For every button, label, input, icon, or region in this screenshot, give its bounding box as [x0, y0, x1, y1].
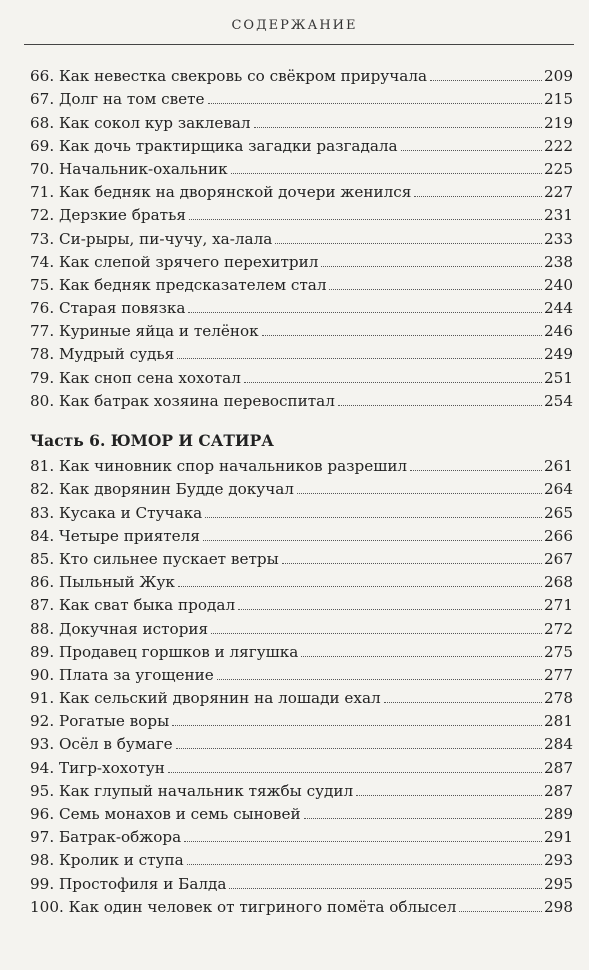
toc-entry-page: 281	[544, 712, 573, 731]
dot-leader	[187, 863, 542, 865]
toc-entry-title: 83. Кусака и Стучака	[30, 503, 203, 522]
toc-entry-page: 277	[544, 665, 573, 684]
dot-leader	[275, 242, 542, 244]
toc-entry	[30, 226, 573, 249]
toc-entry-title: 79. Как сноп сена хохотал	[30, 368, 241, 387]
toc-entry	[30, 732, 573, 755]
toc-entry-title: 66. Как невестка свекровь со свёкром приручала	[30, 67, 428, 86]
dot-leader	[229, 887, 542, 889]
toc-entry-title: 72. Дерзкие братья	[30, 206, 186, 225]
toc-entry-page: 254	[544, 391, 573, 410]
toc-entry-page: 227	[544, 183, 573, 202]
toc-entry-title: 74. Как слепой зрячего перехитрил	[30, 252, 319, 271]
toc-entry	[30, 871, 573, 894]
toc-entry-page: 289	[544, 805, 573, 823]
dot-leader	[254, 126, 542, 128]
dot-leader	[176, 747, 542, 749]
dot-leader	[459, 910, 542, 912]
dot-leader	[304, 817, 542, 819]
dot-leader	[401, 149, 542, 151]
toc-entry-title: 78. Мудрый судья	[30, 345, 175, 364]
toc-entry-page: 265	[544, 503, 573, 522]
toc-entry-title: 67. Долг на том свете	[30, 90, 205, 109]
toc-entry-page: 261	[544, 457, 573, 476]
dot-leader	[384, 701, 542, 703]
toc-entry-title: 75. Как бедняк предсказателем стал	[30, 275, 327, 294]
toc-entry-page: 249	[544, 345, 573, 364]
toc-entry-page: 293	[544, 851, 573, 870]
toc-entry	[30, 454, 573, 477]
dot-leader	[211, 632, 542, 634]
header-rule	[24, 44, 574, 45]
page-header: СОДЕРЖАНИЕ	[231, 18, 358, 33]
toc-entry	[30, 180, 573, 203]
toc-entry	[30, 389, 573, 412]
dot-leader	[282, 562, 542, 564]
toc-entry-title: 77. Куриные яйца и телёнок	[30, 322, 259, 341]
toc-entry	[30, 273, 573, 296]
toc-entry-page: 246	[544, 322, 573, 341]
toc-entry-page: 266	[544, 526, 573, 545]
toc-list-bottom	[30, 454, 573, 918]
toc-entry-title: 89. Продавец горшков и лягушка	[30, 642, 299, 661]
toc-entry	[30, 342, 573, 365]
toc-entry-title: 80. Как батрак хозяина перевоспитал	[30, 391, 335, 410]
toc-entry	[30, 825, 573, 848]
toc-entry	[30, 593, 573, 616]
toc-entry-title: 100. Как один человек от тигриного помёта облысел	[30, 897, 457, 916]
toc-entry	[30, 110, 573, 133]
toc-entry-page: 268	[544, 573, 573, 592]
toc-entry-page: 271	[544, 596, 573, 615]
toc-entry	[30, 365, 573, 388]
dot-leader	[177, 357, 542, 359]
toc-entry-page: 231	[544, 206, 573, 225]
toc-entry-page: 287	[544, 781, 573, 800]
toc-entry-title: 76. Старая повязка	[30, 299, 186, 318]
dot-leader	[188, 311, 542, 313]
toc-entry-page: 267	[544, 549, 573, 568]
toc-entry-title: 88. Докучная история	[30, 619, 209, 638]
toc-entry	[30, 616, 573, 639]
toc-entry	[30, 203, 573, 226]
toc-entry-title: 68. Как сокол кур заклевал	[30, 113, 251, 132]
toc-entry-page: 291	[544, 828, 573, 847]
toc-entry-title: 87. Как сват быка продал	[30, 596, 236, 615]
dot-leader	[329, 288, 542, 290]
dot-leader	[208, 102, 542, 104]
toc-entry-title: 71. Как бедняк на дворянской дочери женился	[30, 183, 412, 202]
dot-leader	[321, 265, 542, 267]
dot-leader	[262, 334, 542, 336]
toc-entry	[30, 134, 573, 157]
dot-leader	[338, 404, 542, 406]
toc-entry	[30, 250, 573, 273]
toc-entry-page: 295	[544, 874, 573, 893]
toc-entry-title: 94. Тигр-хохотун	[30, 758, 165, 777]
toc-entry	[30, 524, 573, 547]
toc-section	[30, 428, 573, 454]
toc-entry-title: 84. Четыре приятеля	[30, 526, 200, 545]
toc-entry	[30, 895, 573, 918]
toc-entry-title: 92. Рогатые воры	[30, 712, 170, 731]
dot-leader	[231, 172, 542, 174]
dot-leader	[178, 585, 542, 587]
toc-entry-page: 222	[544, 136, 573, 155]
toc-entry-page: 264	[544, 480, 573, 499]
toc-entry-title: 91. Как сельский дворянин на лошади ехал	[30, 689, 381, 708]
section-heading: Часть 6. ЮМОР И САТИРА	[30, 431, 274, 450]
toc-entry-page: 251	[544, 368, 573, 387]
toc-entry-title: 73. Си-рыры, пи-чучу, ха-лала	[30, 229, 273, 248]
toc-entry-title: 82. Как дворянин Будде докучал	[30, 480, 294, 499]
toc-entry-title: 86. Пыльный Жук	[30, 573, 175, 592]
toc-entry	[30, 709, 573, 732]
dot-leader	[217, 678, 542, 680]
toc-entry	[30, 87, 573, 110]
toc-entry	[30, 802, 573, 825]
toc-entry-page: 298	[544, 897, 573, 916]
toc-entry-title: 70. Начальник-охальник	[30, 159, 228, 178]
toc-entry	[30, 779, 573, 802]
dot-leader	[430, 79, 542, 81]
dot-leader	[184, 840, 542, 842]
toc-entry	[30, 547, 573, 570]
toc-entry-page: 284	[544, 735, 573, 754]
toc-entry-page: 275	[544, 642, 573, 661]
toc-entry	[30, 848, 573, 871]
toc-entry	[30, 640, 573, 663]
toc-entry	[30, 570, 573, 593]
dot-leader	[205, 516, 542, 518]
toc-entry-title: 69. Как дочь трактирщика загадки разгадала	[30, 136, 398, 155]
toc-entry-title: 81. Как чиновник спор начальников разрешил	[30, 457, 408, 476]
toc-entry	[30, 500, 573, 523]
toc-entry-title: 96. Семь монахов и семь сыновей	[30, 805, 301, 823]
toc-entry-title: 90. Плата за угощение	[30, 665, 214, 684]
toc-entry-page: 219	[544, 113, 573, 132]
toc-entry-page: 238	[544, 252, 573, 271]
dot-leader	[238, 608, 542, 610]
toc-entry	[30, 755, 573, 778]
dot-leader	[356, 794, 542, 796]
dot-leader	[244, 381, 542, 383]
dot-leader	[297, 492, 542, 494]
toc-list-top	[30, 64, 573, 412]
toc-entry	[30, 157, 573, 180]
toc-entry	[30, 477, 573, 500]
toc-entry	[30, 319, 573, 342]
toc-entry	[30, 663, 573, 686]
toc-entry-page: 225	[544, 159, 573, 178]
toc-entry-title: 99. Простофиля и Балда	[30, 874, 227, 893]
toc-entry-title: 97. Батрак-обжора	[30, 828, 182, 847]
toc-entry-title: 98. Кролик и ступа	[30, 851, 184, 870]
toc-entry	[30, 64, 573, 87]
toc-entry-page: 278	[544, 689, 573, 708]
toc-entry-page: 272	[544, 619, 573, 638]
dot-leader	[189, 218, 542, 220]
toc-entry-page: 287	[544, 758, 573, 777]
toc-entry	[30, 296, 573, 319]
dot-leader	[172, 724, 542, 726]
toc-entry-page: 240	[544, 275, 573, 294]
toc-entry-page: 233	[544, 229, 573, 248]
dot-leader	[410, 469, 542, 471]
dot-leader	[203, 539, 542, 541]
toc-entry-page: 209	[544, 67, 573, 86]
toc-entry-page: 215	[544, 90, 573, 109]
toc-entry	[30, 686, 573, 709]
dot-leader	[414, 195, 542, 197]
toc-entry-page: 244	[544, 299, 573, 318]
toc-entry-title: 85. Кто сильнее пускает ветры	[30, 549, 279, 568]
toc-entry-title: 93. Осёл в бумаге	[30, 735, 173, 754]
toc-entry-title: 95. Как глупый начальник тяжбы судил	[30, 781, 354, 800]
dot-leader	[301, 655, 542, 657]
dot-leader	[168, 771, 542, 773]
